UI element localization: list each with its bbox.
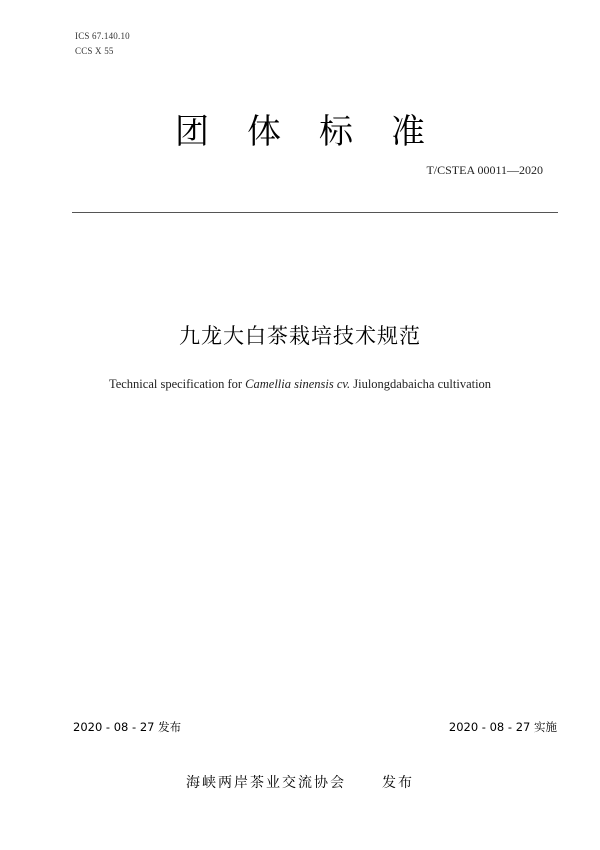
standard-number: T/CSTEA 00011—2020: [426, 163, 543, 177]
chinese-title: 九龙大白茶栽培技术规范: [179, 324, 421, 348]
publisher-action: 发布: [382, 775, 414, 791]
english-title-prefix: Technical specification for: [108, 377, 246, 391]
english-title: [0, 377, 600, 392]
publisher-line: [0, 772, 600, 792]
header-divider: [72, 212, 558, 213]
english-title-suffix: Jiulongdabaicha cultivation: [350, 377, 492, 391]
publisher-name: 海峡两岸茶业交流协会: [186, 775, 346, 791]
publication-date: 2020 - 08 - 27 发布: [73, 720, 182, 734]
ics-code: ICS 67.140.10: [75, 31, 130, 41]
english-title-species: Camellia sinensis cv.: [245, 377, 351, 391]
ccs-code: CCS X 55: [75, 46, 114, 56]
implementation-date: 2020 - 08 - 27 实施: [448, 720, 557, 734]
document-type-heading: 团体标准: [175, 112, 463, 152]
